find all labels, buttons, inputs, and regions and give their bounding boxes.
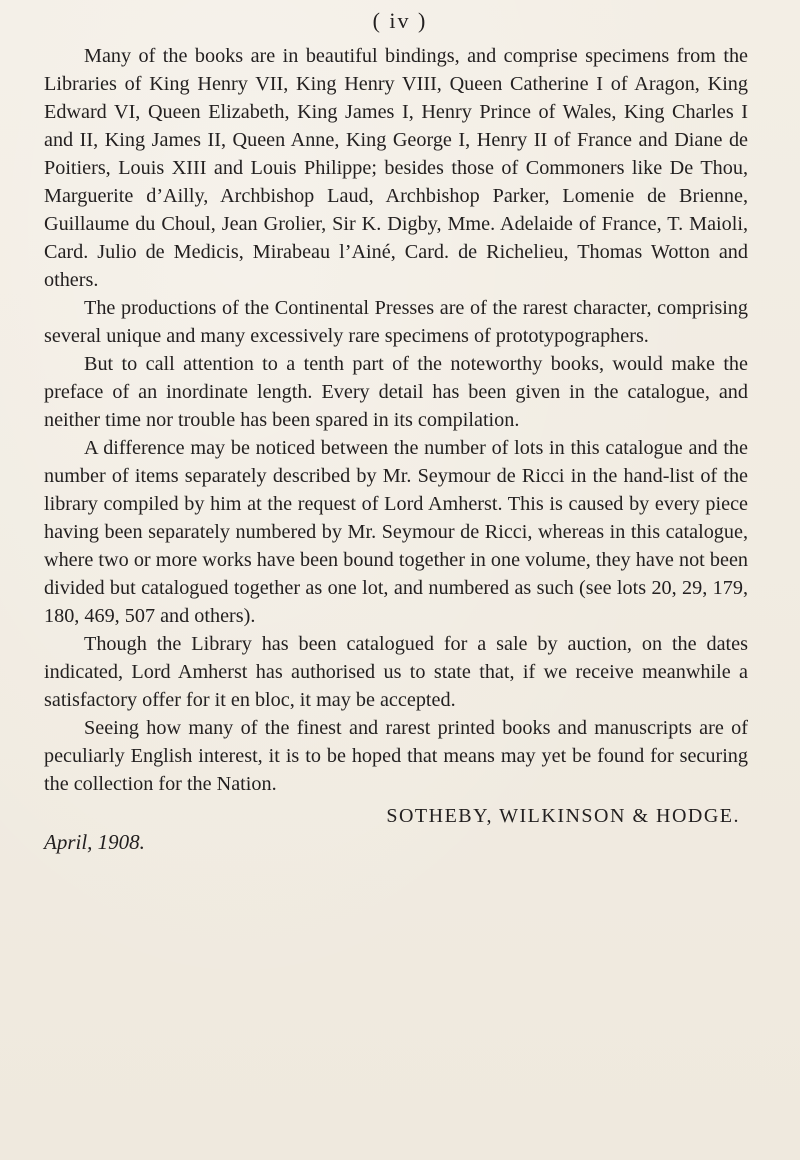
paragraph-noteworthy-books: But to call attention to a tenth part of the noteworthy books, would make the preface of an inordinate length. Every detail has been given in the catalogue, and neither time nor trouble has been spared in its compilation. [44,353,748,431]
preface-body [44,42,748,856]
paragraph-continental-presses: The productions of the Continental Presses are of the rarest character, comprising several unique and many excessively rare specimens of prototypographers. [44,297,748,347]
page-number: ( iv ) [372,8,428,33]
date-line: April, 1908. [44,830,145,854]
signature: SOTHEBY, WILKINSON & HODGE. [386,805,740,827]
paragraph-lot-difference: A difference may be noticed between the number of lots in this catalogue and the number of items separately described by Mr. Seymour de Ricci in the hand-list of the library compiled by him at the request of Lord Amherst. This is caused by every piece having been separately numbered by Mr. Seymour de Ricci, whereas in this catalogue, where two or more works have been bound together in one volume, they have not been divided but catalogued together as one lot, and numbered as such (see lots 20, 29, 179, 180, 469, 507 and others). [44,437,748,627]
paragraph-sale-offer: Though the Library has been catalogued for a sale by auction, on the dates indicated, Lord Amherst has authorised us to state that, if we receive meanwhile a satisfactory offer for it en bloc, it may be accepted. [44,633,748,711]
paragraph-bindings: Many of the books are in beautiful bindings, and comprise specimens from the Libraries of King Henry VII, King Henry VIII, Queen Catherine I of Aragon, King Edward VI, Queen Elizabeth, King James I, Henry Prince of Wales, King Charles I and II, King James II, Queen Anne, King George I, Henry II of France and Diane de Poitiers, Louis XIII and Louis Philippe; besides those of Commoners like De Thou, Marguerite d’Ailly, Archbishop Laud, Archbishop Parker, Lomenie de Brienne, Guillaume du Choul, Jean Grolier, Sir K. Digby, Mme. Adelaide of France, T. Maioli, Card. Julio de Medicis, Mirabeau l’Ainé, Card. de Richelieu, Thomas Wotton and others. [44,45,748,291]
paragraph-nation: Seeing how many of the finest and rarest printed books and manuscripts are of peculiarly English interest, it is to be hoped that means may yet be found for securing the collection for the Nation. [44,717,748,795]
